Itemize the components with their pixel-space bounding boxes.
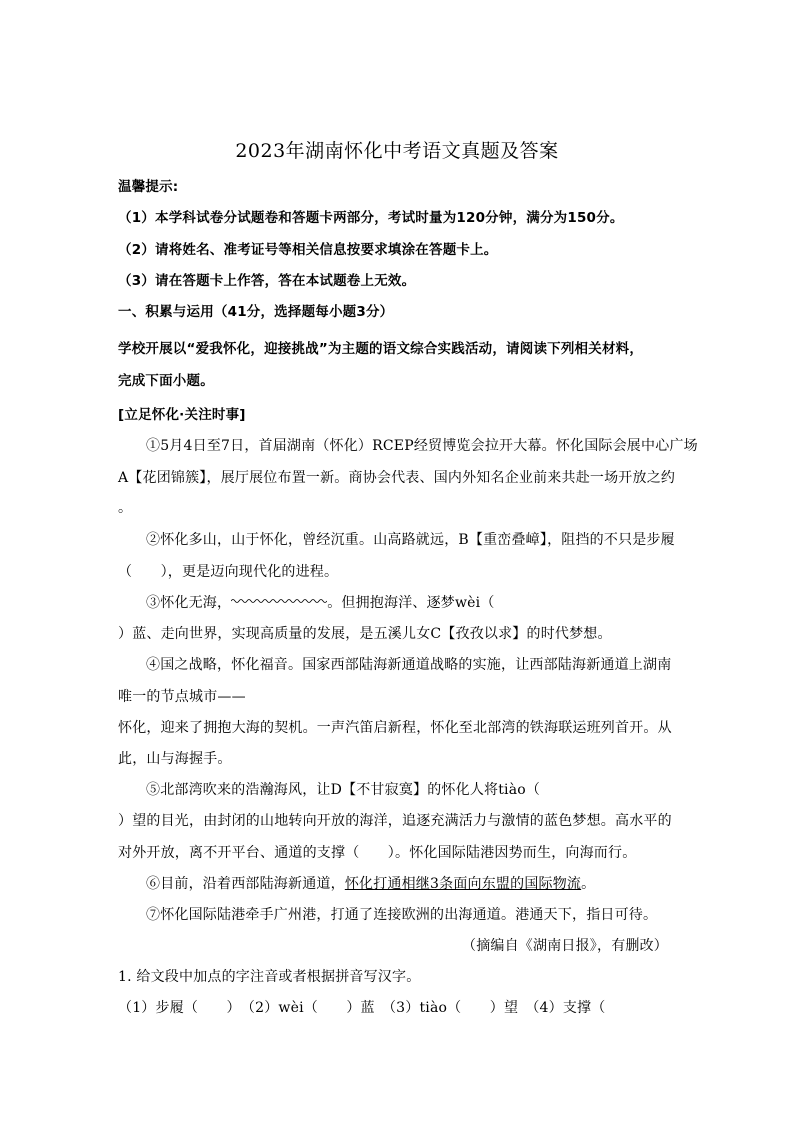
tip-item-3: （3）请在答题卡上作答，答在本试题卷上无效。 bbox=[118, 273, 416, 289]
passage-p3-line-1-end: 。但拥抱海洋、逐梦wèi（ bbox=[327, 595, 495, 611]
passage-p3-line-1-start: ③怀化无海， bbox=[146, 595, 232, 611]
passage-source: （摘编自《湖南日报》，有删改） bbox=[462, 938, 668, 954]
passage-p2-line-1: ②怀化多山，山于怀化，曾经沉重。山高路就远，B【重峦叠嶂】，阻挡的不只是步履 bbox=[146, 532, 675, 548]
passage-p5-line-1: ⑤北部湾吹来的浩瀚海风，让D【不甘寂寞】的怀化人将tiào（ bbox=[146, 782, 541, 798]
passage-p2-line-2: （ ），更是迈向现代化的进程。 bbox=[118, 564, 339, 580]
passage-p4-line-4: 此，山与海握手。 bbox=[118, 751, 232, 767]
tip-item-2: （2）请将姓名、准考证号等相关信息按要求填涂在答题卡上。 bbox=[118, 242, 498, 258]
passage-p1-line-1: ①5月4日至7日，首届湖南（怀化）RCEP经贸博览会拉开大幕。怀化国际会展中心广场 bbox=[146, 438, 698, 454]
question-1-stem: 1. 给文段中加点的字注音或者根据拼音写汉字。 bbox=[118, 969, 421, 985]
passage-p1-line-2: A【花团锦簇】，展厅展位布置一新。商协会代表、国内外知名企业前来共赴一场开放之约 bbox=[118, 470, 676, 486]
passage-p5-line-3: 对外开放，离不开平台、通道的支撑（ ）。怀化国际陆港因势而生，向海而行。 bbox=[118, 845, 637, 861]
passage-p3-line-2: ）蓝、走向世界，实现高质量的发展，是五溪儿女C【孜孜以求】的时代梦想。 bbox=[118, 626, 612, 642]
passage-p4-line-3: 怀化，迎来了拥抱大海的契机。一声汽笛启新程，怀化至北部湾的铁海联运班列首开。从 bbox=[118, 720, 672, 736]
tip-item-1: （1）本学科试卷分试题卷和答题卡两部分，考试时量为120分钟，满分为150分。 bbox=[118, 210, 624, 226]
passage-p3-line-1 bbox=[146, 594, 495, 612]
section-subheading: [立足怀化·关注时事] bbox=[118, 407, 246, 423]
passage-p4-line-1: ④国之战略，怀化福音。国家西部陆海新通道战略的实施，让西部陆海新通道上湖南 bbox=[146, 657, 672, 673]
passage-p5-line-2: ）望的目光，由封闭的山地转向开放的海洋，追逐充满活力与激情的蓝色梦想。高水平的 bbox=[118, 813, 672, 829]
passage-p6-start: ⑥目前，沿着西部陆海新通道， bbox=[146, 876, 345, 892]
passage-p6-underlined: 怀化打通相继3条面向东盟的国际物流 bbox=[344, 876, 582, 892]
question-1-options: （1）步履（ ） （2）wèi（ ）蓝 （3）tiào（ ）望 （4）支撑（ bbox=[118, 1000, 606, 1016]
page-title: 2023年湖南怀化中考语文真题及答案 bbox=[235, 140, 559, 162]
passage-p6-line bbox=[146, 875, 595, 893]
passage-p4-line-2: 唯一的节点城市—— bbox=[118, 689, 246, 705]
passage-p7-line: ⑦怀化国际陆港牵手广州港，打通了连接欧洲的出海通道。港通天下，指日可待。 bbox=[146, 907, 658, 923]
wavy-blank-line bbox=[231, 596, 327, 606]
passage-p1-line-3: 。 bbox=[118, 500, 133, 516]
passage-p6-end: 。 bbox=[581, 876, 596, 892]
section-intro-line-2: 完成下面小题。 bbox=[118, 373, 214, 389]
section-intro-line-1: 学校开展以“爱我怀化，迎接挑战”为主题的语文综合实践活动，请阅读下列相关材料， bbox=[118, 341, 644, 357]
tips-heading: 温馨提示: bbox=[118, 179, 179, 195]
section-heading: 一、积累与运用（41分，选择题每小题3分） bbox=[118, 304, 394, 320]
